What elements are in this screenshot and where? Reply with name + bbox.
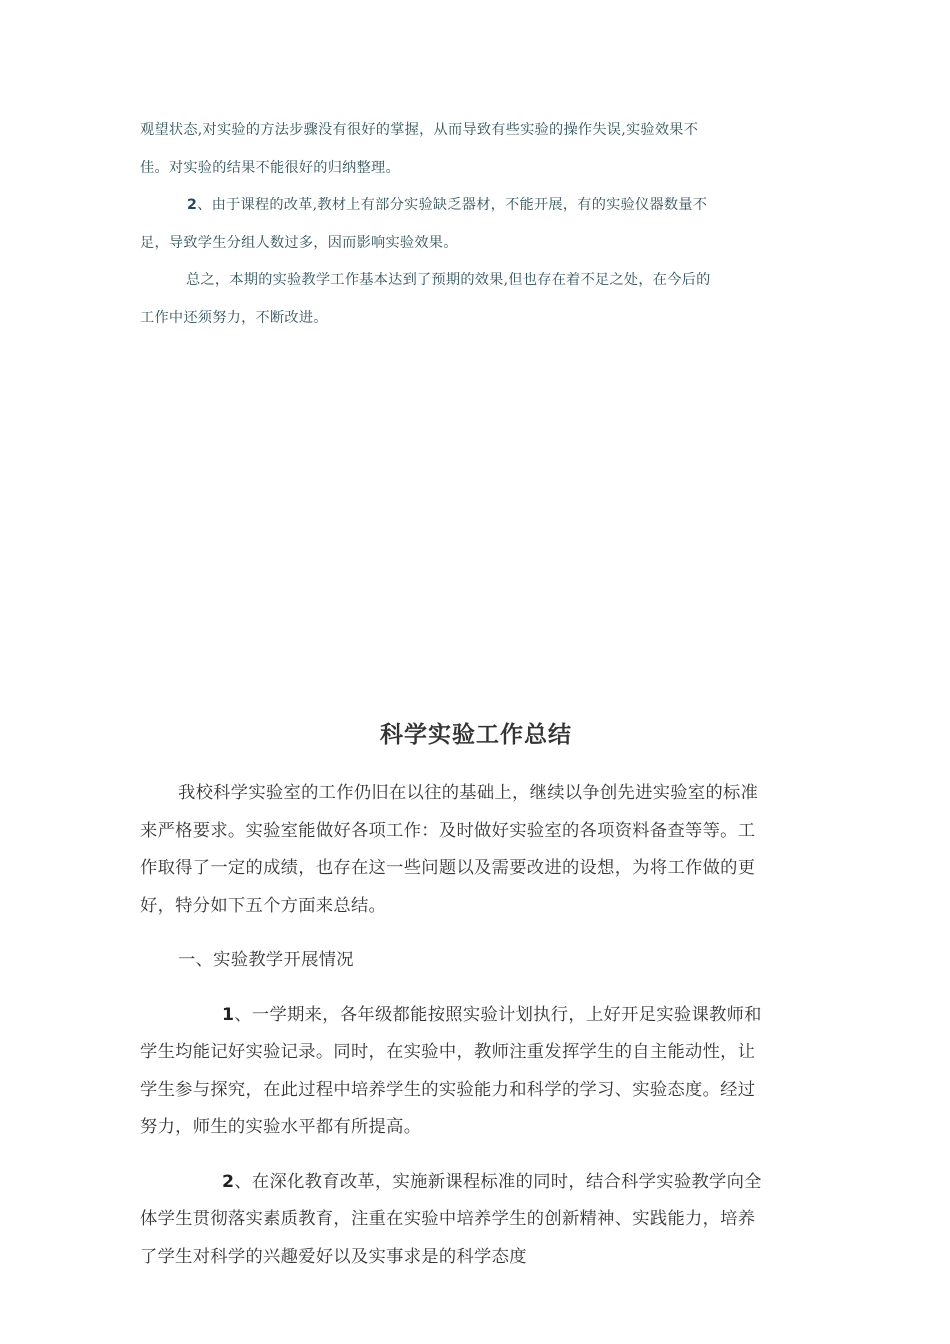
document-body — [140, 775, 812, 1276]
paragraph-line: 了学生对科学的兴趣爱好以及实事求是的科学态度 — [140, 1246, 527, 1267]
item-text: 、由于课程的改革,教材上有部分实验缺乏器材，不能开展，有的实验仪器数量不 — [197, 197, 708, 213]
paragraph-line: 好，特分如下五个方面来总结。 — [140, 895, 387, 916]
paragraph-line: 我校科学实验室的工作仍旧在以往的基础上，继续以争创先进实验室的标准 — [178, 783, 759, 803]
item-number: 2 — [187, 197, 198, 213]
document-title: 科学实验工作总结 — [380, 722, 572, 748]
paragraph-line: 来严格要求。实验室能做好各项工作：及时做好实验室的各项资料备查等等。工 — [140, 820, 756, 841]
paragraph-line: 学生均能记好实验记录。同时，在实验中，教师注重发挥学生的自主能动性，让 — [140, 1042, 756, 1062]
section-heading: 一、实验教学开展情况 — [178, 950, 354, 970]
paragraph-line: 努力，师生的实验水平都有所提高。 — [140, 1117, 422, 1137]
item-number: 1 — [222, 1004, 235, 1025]
paragraph-line — [140, 1164, 812, 1202]
item-text: 、一学期来，各年级都能按照实验计划执行，上好开足实验课教师和 — [234, 1004, 762, 1025]
paragraph-line: 观望状态,对实验的方法步骤没有很好的掌握，从而导致有些实验的操作失误,实验效果不 — [140, 122, 699, 138]
paragraph-line — [140, 187, 812, 225]
previous-section-text — [140, 112, 812, 337]
paragraph-line: 足，导致学生分组人数过多，因而影响实验效果。 — [140, 234, 458, 251]
paragraph-line: 佳。对实验的结果不能很好的归纳整理。 — [140, 159, 400, 176]
paragraph-line: 总之，本期的实验教学工作基本达到了预期的效果,但也存在着不足之处，在今后的 — [186, 272, 711, 288]
item-text: 、在深化教育改革，实施新课程标准的同时，结合科学实验教学向全 — [234, 1171, 762, 1192]
paragraph-line: 作取得了一定的成绩，也存在这一些问题以及需要改进的设想，为将工作做的更 — [140, 858, 756, 878]
item-number: 2 — [222, 1171, 235, 1192]
paragraph-line: 学生参与探究，在此过程中培养学生的实验能力和科学的学习、实验态度。经过 — [140, 1079, 756, 1100]
paragraph-line: 体学生贯彻落实素质教育，注重在实验中培养学生的创新精神、实践能力，培养 — [140, 1209, 756, 1229]
paragraph-line — [140, 997, 812, 1035]
paragraph-line: 工作中还须努力，不断改进。 — [140, 309, 328, 326]
